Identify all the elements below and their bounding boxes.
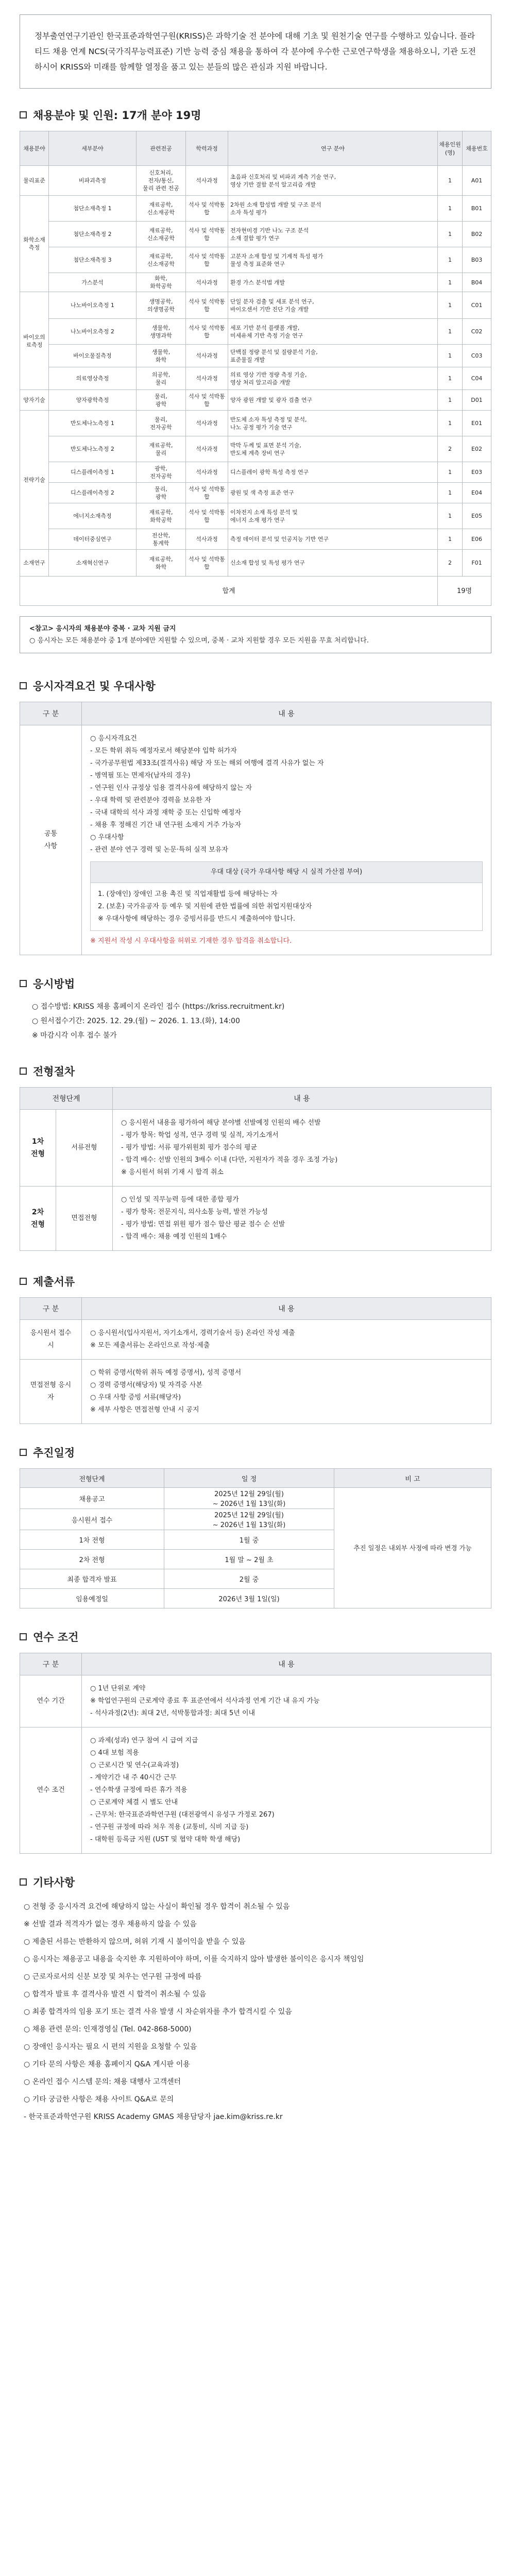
position-field: 디스플레이측정 2 [49,483,137,503]
qual-row [20,725,491,955]
position-group: 양자기술 [20,390,49,411]
position-code: C04 [463,367,491,390]
etc-item: - 한국표준과학연구원 KRISS Academy GMAS 채용담당자 jae.kim@kriss.re.kr [24,2113,283,2121]
qual-item: - 채용 후 정해진 기간 내 연구원 소재지 거주 가능자 [90,821,242,829]
section-positions-header [20,107,491,123]
position-code: B03 [463,247,491,273]
position-research: 양자 광원 개발 및 광자 검출 연구 [228,390,438,411]
position-code: B04 [463,273,491,292]
col-header: 연구 분야 [228,131,438,166]
position-count: 1 [438,345,463,367]
preference-line: 1. (장애인) 장애인 고용 촉진 및 직업재활법 등에 해당하는 자 [98,890,278,898]
process-line: - 평가 항목: 전문지식, 의사소통 능력, 발전 가능성 [121,1208,268,1216]
position-field: 의료영상측정 [49,367,137,390]
terms-row [20,1727,491,1854]
etc-item: ○ 합격자 발표 후 결격사유 발견 시 합격이 취소될 수 있음 [24,1990,207,1998]
position-research: 세포 기반 분석 플랫폼 개발, 미세유체 기반 측정 기술 연구 [228,319,438,345]
position-row [20,273,491,292]
docs-row-line: ○ 경력 증명서(해당자) 및 자격증 사본 [90,1381,202,1389]
position-count: 1 [438,503,463,529]
section-title: 기타사항 [33,1876,75,1889]
schedule-header-row [20,1469,491,1488]
qual-item: - 연구원 인사 규정상 임용 결격사유에 해당하지 않는 자 [90,784,252,792]
position-research: 의료 영상 기반 정량 측정 기술, 영상 처리 알고리즘 개발 [228,367,438,390]
schedule-date: 2월 중 [164,1569,334,1589]
position-field: 데이터중심연구 [49,529,137,550]
col-header: 구 분 [20,1298,82,1320]
position-field: 소재혁신연구 [49,550,137,577]
position-row [20,292,491,319]
qual-content [82,725,491,955]
position-major: 생물학, 생명과학 [137,319,186,345]
position-code: A01 [463,166,491,196]
position-group: 소재연구 [20,550,49,577]
section-schedule-header [20,1445,491,1460]
qual-tail: ※ 지원서 작성 시 우대사항을 허위로 기재한 경우 합격을 취소합니다. [90,937,292,945]
section-title: 채용분야 및 인원: 17개 분야 19명 [33,109,201,122]
etc-list [20,1898,491,2126]
col-header: 내 용 [82,1298,491,1320]
terms-row-line: - 연수학생 규정에 따른 휴가 적용 [90,1786,188,1794]
terms-row-content [82,1675,491,1727]
col-header: 관련전공 [137,131,186,166]
col-header: 일 정 [164,1469,334,1488]
process-line: - 평가 방법: 서류 평가위원회 평가 점수의 평균 [121,1144,258,1151]
qual-label: 공통 사항 [20,725,82,955]
note-title: <참고> 응시자의 채용분야 중복 · 교차 지원 금지 [29,625,176,633]
position-major: 재료공학, 물리 [137,436,186,462]
position-major: 물리, 전자공학 [137,411,186,436]
position-row [20,367,491,390]
position-field: 나노바이오측정 1 [49,292,137,319]
process-row [20,1187,491,1251]
section-apply-header [20,976,491,991]
positions-header-row [20,131,491,166]
square-bullet-icon [20,111,27,118]
position-code: C03 [463,345,491,367]
position-degree: 석사과정 [186,367,228,390]
process-line: - 평가 항목: 학업 성적, 연구 경력 및 실적, 자기소개서 [121,1131,279,1139]
position-count: 1 [438,273,463,292]
position-research: 2차원 소재 합성법 개발 및 구조 분석 소자 특성 평가 [228,196,438,222]
docs-row-line: ○ 학위 증명서(학위 취득 예정 증명서), 성적 증명서 [90,1369,242,1377]
docs-row-line: ○ 우대 사항 증빙 서류(해당자) [90,1394,181,1401]
terms-row [20,1675,491,1727]
position-row [20,550,491,577]
square-bullet-icon [20,1633,27,1640]
position-count: 1 [438,196,463,222]
schedule-stage: 2차 전형 [20,1550,164,1569]
position-degree: 석사과정 [186,273,228,292]
position-research: 단일 분자 검출 및 세포 분석 연구, 바이오센서 기반 진단 기술 개발 [228,292,438,319]
docs-row-label: 응시원서 접수 시 [20,1320,82,1360]
position-major: 신호처리, 전자/통신, 물리 관련 전공 [137,166,186,196]
position-count: 1 [438,529,463,550]
position-row [20,166,491,196]
position-research: 신소재 합성 및 특성 평가 연구 [228,550,438,577]
position-row [20,436,491,462]
position-field: 디스플레이측정 1 [49,462,137,483]
position-count: 1 [438,411,463,436]
qual-header-row [20,702,491,725]
position-code: B02 [463,222,491,247]
terms-row-line: ○ 근로계약 체결 시 별도 안내 [90,1799,178,1806]
position-code: E03 [463,462,491,483]
note-body: ○ 응시자는 모든 채용분야 중 1개 분야에만 지원할 수 있으며, 중복 · 교차 지원할 경우 모든 지원을 무효 처리합니다. [29,637,369,645]
positions-total-row [20,577,491,606]
position-code: D01 [463,390,491,411]
docs-header-row [20,1298,491,1320]
docs-row-line: ※ 모든 제출서류는 온라인으로 작성·제출 [90,1342,210,1349]
schedule-date: 2026년 3월 1일(일) [164,1589,334,1608]
terms-row-line: - 대학원 등록금 지원 (UST 및 협약 대학 학생 해당) [90,1836,241,1843]
position-count: 1 [438,166,463,196]
col-header: 채용분야 [20,131,49,166]
position-major: 재료공학, 화학공학 [137,503,186,529]
documents-table [20,1297,491,1424]
note-box [20,616,491,653]
position-field: 첨단소재측정 2 [49,222,137,247]
qual-item: - 우대 학력 및 관련분야 경력을 보유한 자 [90,796,211,804]
col-header: 채용번호 [463,131,491,166]
position-major: 의공학, 물리 [137,367,186,390]
terms-row-line: ○ 4대 보험 적용 [90,1749,139,1757]
section-qual-header [20,678,491,693]
section-title: 전형절차 [33,1065,75,1078]
section-terms-header [20,1629,491,1645]
position-code: F01 [463,550,491,577]
qual-item: - 모든 학위 취득 예정자로서 해당분야 입학 허가자 [90,747,237,755]
position-research: 단백질 정량 분석 및 질량분석 기술, 표준물질 개발 [228,345,438,367]
position-major: 생물학, 화학 [137,345,186,367]
section-title: 응시방법 [33,978,75,990]
apply-line: ○ 접수방법: KRISS 채용 홈페이지 온라인 접수 (https://kriss.recruitment.kr) [32,1003,285,1011]
col-header: 내 용 [82,702,491,725]
position-count: 1 [438,462,463,483]
position-row [20,529,491,550]
position-research: 반도체 소자 특성 측정 및 분석, 나노 공정 평가 기술 연구 [228,411,438,436]
position-major: 재료공학, 신소재공학 [137,222,186,247]
process-row [20,1110,491,1187]
qual-item: - 국내 대학의 석사 과정 재학 중 또는 신입학 예정자 [90,809,242,817]
position-group: 화학소재측정 [20,196,49,292]
schedule-remark: 추진 일정은 내외부 사정에 따라 변경 가능 [334,1488,491,1608]
col-header: 채용인원(명) [438,131,463,166]
terms-row-line: - 근무처: 한국표준과학연구원 (대전광역시 유성구 가정로 267) [90,1811,275,1819]
position-code: E02 [463,436,491,462]
position-group: 바이오의료측정 [20,292,49,390]
position-field: 반도체나노측정 2 [49,436,137,462]
terms-row-line: ○ 1년 단위로 계약 [90,1685,146,1692]
qualification-table [20,702,491,955]
schedule-row [20,1488,491,1509]
schedule-date: 2025년 12월 29일(월) ~ 2026년 1월 13일(화) [164,1488,334,1509]
process-content [113,1187,491,1251]
position-degree: 석사 및 석박통합 [186,247,228,273]
square-bullet-icon [20,1278,27,1285]
schedule-stage: 임용예정일 [20,1589,164,1608]
schedule-stage: 1차 전형 [20,1530,164,1550]
col-header: 비 고 [334,1469,491,1488]
col-header: 내 용 [113,1088,491,1110]
position-row [20,411,491,436]
section-process-header [20,1063,491,1079]
etc-item: ○ 채용 관련 문의: 인재경영실 (Tel. 042-868-5000) [24,2025,192,2033]
position-code: E05 [463,503,491,529]
position-degree: 석사과정 [186,529,228,550]
square-bullet-icon [20,980,27,987]
position-row [20,247,491,273]
position-count: 1 [438,222,463,247]
position-major: 광학, 전자공학 [137,462,186,483]
col-header: 전형단계 [20,1469,164,1488]
preference-line: ※ 우대사항에 해당하는 경우 증빙서류를 반드시 제출하여야 합니다. [98,915,296,923]
position-count: 2 [438,436,463,462]
position-field: 첨단소재측정 3 [49,247,137,273]
etc-item: ○ 최종 합격자의 임용 포기 또는 결격 사유 발생 시 차순위자를 추가 합격시킬 수 있음 [24,2008,292,2016]
terms-row-label: 연수 조건 [20,1727,82,1854]
position-row [20,503,491,529]
process-line: ※ 응시원서 허위 기재 시 합격 취소 [121,1168,224,1176]
position-field: 비파괴측정 [49,166,137,196]
qual-item: ○ 우대사항 [90,834,124,841]
etc-item: ○ 전형 중 응시자격 요건에 해당하지 않는 사실이 확인될 경우 합격이 취소될 수 있음 [24,1903,290,1911]
etc-item: ○ 기타 궁금한 사항은 채용 사이트 Q&A로 문의 [24,2095,174,2104]
etc-item: ○ 근로자로서의 신분 보장 및 처우는 연구원 규정에 따름 [24,1973,202,1981]
process-line: ○ 응시원서 내용을 평가하여 해당 분야별 선발예정 인원의 배수 선발 [121,1119,321,1127]
position-count: 1 [438,292,463,319]
position-group: 전략기술 [20,411,49,550]
position-row [20,483,491,503]
col-header: 세부분야 [49,131,137,166]
position-field: 첨단소재측정 1 [49,196,137,222]
position-field: 나노바이오측정 2 [49,319,137,345]
process-name: 면접전형 [56,1187,113,1251]
process-line: - 합격 배수: 선발 인원의 3배수 이내 (다만, 지원자가 적을 경우 조정 가능) [121,1156,338,1164]
position-degree: 석사과정 [186,166,228,196]
process-header-row [20,1088,491,1110]
position-research: 광원 및 색 측정 표준 연구 [228,483,438,503]
terms-row-line: - 계약기간 내 주 40시간 근무 [90,1774,177,1782]
intro-box: 정부출연연구기관인 한국표준과학연구원(KRISS)은 과학기술 전 분야에 대해 기초 및 원천기술 연구를 수행하고 있습니다. 플라티드 채용 연계 NCS(국가직무능력표준) 기반 능력 중심 채용을 통하여 각 분야에 우수한 근로연구학생을 채용하오니, 기관 도전하시어 KRISS와 미래를 함께할 열정을 품고 있는 분들의 많은 관심과 지원 바랍니다. [20,14,491,89]
position-row [20,222,491,247]
position-degree: 석사과정 [186,411,228,436]
schedule-stage: 응시원서 접수 [20,1509,164,1530]
docs-row [20,1320,491,1360]
position-code: C02 [463,319,491,345]
terms-row-line: - 석사과정(2년): 최대 2년, 석박통합과정: 최대 5년 이내 [90,1709,256,1717]
position-field: 에너지소재측정 [49,503,137,529]
position-research: 디스플레이 광학 특성 측정 연구 [228,462,438,483]
total-label: 합계 [20,577,438,606]
position-code: E01 [463,411,491,436]
total-count: 19명 [438,577,491,606]
docs-row-line: ※ 세부 사항은 면접전형 안내 시 공지 [90,1406,199,1414]
position-group: 물리표준 [20,166,49,196]
position-major: 생명공학, 의생명공학 [137,292,186,319]
position-field: 반도체나노측정 1 [49,411,137,436]
terms-header-row [20,1653,491,1675]
schedule-date: 1월 중 [164,1530,334,1550]
position-count: 1 [438,247,463,273]
position-row [20,390,491,411]
position-major: 물리, 광학 [137,390,186,411]
terms-row-line: - 연구원 규정에 따라 처우 적용 (교통비, 식비 지급 등) [90,1823,249,1831]
position-degree: 석사 및 석박통합 [186,503,228,529]
etc-item: ※ 선발 결과 적격자가 없는 경우 채용하지 않을 수 있음 [24,1920,197,1928]
process-content [113,1110,491,1187]
qual-item: - 국가공무원법 제33조(결격사유) 해당 자 또는 해외 여행에 결격 사유가 없는 자 [90,759,324,767]
qual-item: - 관련 분야 연구 경력 및 논문·특허 실적 보유자 [90,846,228,854]
positions-table [20,131,491,606]
position-row [20,462,491,483]
position-field: 가스분석 [49,273,137,292]
section-title: 추진일정 [33,1447,75,1459]
apply-line: ※ 마감시각 이후 접수 불가 [32,1031,117,1040]
position-degree: 석사 및 석박통합 [186,550,228,577]
position-field: 양자광학측정 [49,390,137,411]
section-title: 응시자격요건 및 우대사항 [33,680,156,692]
col-header: 전형단계 [20,1088,113,1110]
position-degree: 석사 및 석박통합 [186,319,228,345]
position-research: 초음파 신호처리 및 비파괴 계측 기술 연구, 영상 기반 결함 분석 알고리즘 개발 [228,166,438,196]
position-count: 1 [438,390,463,411]
col-header: 내 용 [82,1653,491,1675]
qual-item: ○ 응시자격요건 [90,735,137,742]
etc-item: ○ 제출된 서류는 반환하지 않으며, 허위 기재 시 불이익을 받을 수 있음 [24,1938,246,1946]
position-degree: 석사 및 석박통합 [186,196,228,222]
section-title: 연수 조건 [33,1631,79,1643]
process-stage: 2차 전형 [20,1187,56,1251]
position-count: 1 [438,367,463,390]
position-degree: 석사 및 석박통합 [186,222,228,247]
position-degree: 석사 및 석박통합 [186,292,228,319]
position-code: E06 [463,529,491,550]
schedule-date: 2025년 12월 29일(월) ~ 2026년 1월 13일(화) [164,1509,334,1530]
position-row [20,196,491,222]
section-docs-header [20,1274,491,1289]
position-research: 측정 데이터 분석 및 인공지능 기반 연구 [228,529,438,550]
position-major: 재료공학, 신소재공학 [137,196,186,222]
position-degree: 석사과정 [186,462,228,483]
position-major: 재료공학, 신소재공학 [137,247,186,273]
position-row [20,319,491,345]
docs-row-label: 면접전형 응시자 [20,1360,82,1424]
terms-row-line: ○ 과제(성과) 연구 참여 시 급여 지급 [90,1737,198,1744]
process-stage: 1차 전형 [20,1110,56,1187]
terms-row-label: 연수 기간 [20,1675,82,1727]
position-major: 전산학, 통계학 [137,529,186,550]
position-research: 환경 가스 분석법 개발 [228,273,438,292]
position-row [20,345,491,367]
col-header: 학력과정 [186,131,228,166]
process-table [20,1087,491,1251]
square-bullet-icon [20,1878,27,1886]
schedule-stage: 채용공고 [20,1488,164,1509]
square-bullet-icon [20,682,27,689]
position-major: 화학, 화학공학 [137,273,186,292]
position-degree: 석사 및 석박통합 [186,483,228,503]
preference-box [90,861,483,931]
position-count: 2 [438,550,463,577]
square-bullet-icon [20,1067,27,1075]
position-code: C01 [463,292,491,319]
apply-line: ○ 원서접수기간: 2025. 12. 29.(월) ~ 2026. 1. 13.(화), 14:00 [32,1017,240,1025]
etc-item: ○ 온라인 접수 시스템 문의: 채용 대행사 고객센터 [24,2078,181,2086]
process-name: 서류전형 [56,1110,113,1187]
schedule-stage: 최종 합격자 발표 [20,1569,164,1589]
apply-list [32,999,491,1043]
position-field: 바이오물질측정 [49,345,137,367]
position-degree: 석사 및 석박통합 [186,390,228,411]
section-title: 제출서류 [33,1276,75,1288]
etc-item: ○ 기타 문의 사항은 채용 홈페이지 Q&A 게시판 이용 [24,2060,190,2069]
preference-box-title: 우대 대상 (국가 우대사항 해당 시 실적 가산점 부여) [91,862,482,883]
schedule-table [20,1468,491,1608]
position-research: 전자현미경 기반 나노 구조 분석 소재 결함 평가 연구 [228,222,438,247]
etc-item: ○ 장애인 응시자는 필요 시 편의 지원을 요청할 수 있음 [24,2043,197,2051]
preference-line: 2. (보훈) 국가유공자 등 예우 및 지원에 관한 법률에 의한 취업지원대상자 [98,903,312,910]
docs-row [20,1360,491,1424]
etc-item: ○ 응시자는 채용공고 내용을 숙지한 후 지원하여야 하며, 이를 숙지하지 않아 발생한 불이익은 응시자 책임임 [24,1955,364,1963]
terms-table [20,1653,491,1854]
position-major: 물리, 광학 [137,483,186,503]
schedule-date: 1월 말 ~ 2월 초 [164,1550,334,1569]
section-etc-header [20,1874,491,1890]
position-research: 이차전지 소재 특성 분석 및 에너지 소재 평가 연구 [228,503,438,529]
position-count: 1 [438,483,463,503]
position-degree: 석사과정 [186,436,228,462]
position-degree: 석사과정 [186,345,228,367]
qual-item: - 병역필 또는 면제자(남자의 경우) [90,772,191,779]
position-research: 박막 두께 및 표면 분석 기술, 반도체 계측 장비 연구 [228,436,438,462]
position-code: E04 [463,483,491,503]
process-line: - 평가 방법: 면접 위원 평가 점수 합산 평균 점수 순 선발 [121,1221,285,1228]
square-bullet-icon [20,1449,27,1456]
position-research: 고분자 소재 합성 및 기계적 특성 평가 물성 측정 표준화 연구 [228,247,438,273]
position-count: 1 [438,319,463,345]
position-major: 재료공학, 화학 [137,550,186,577]
docs-row-content [82,1360,491,1424]
process-line: - 합격 배수: 채용 예정 인원의 1배수 [121,1233,227,1241]
process-line: ○ 인성 및 직무능력 등에 대한 종합 평가 [121,1196,239,1204]
docs-row-line: ○ 응시원서(입사지원서, 자기소개서, 경력기술서 등) 온라인 작성 제출 [90,1329,295,1337]
terms-row-line: ○ 근로시간 및 연수(교육과정) [90,1761,179,1769]
position-code: B01 [463,196,491,222]
terms-row-line: ※ 학업연구원의 근로계약 종료 후 표준연에서 석사과정 연계 기간 내 유지 가능 [90,1697,320,1705]
terms-row-content [82,1727,491,1854]
docs-row-content [82,1320,491,1360]
col-header: 구 분 [20,702,82,725]
col-header: 구 분 [20,1653,82,1675]
